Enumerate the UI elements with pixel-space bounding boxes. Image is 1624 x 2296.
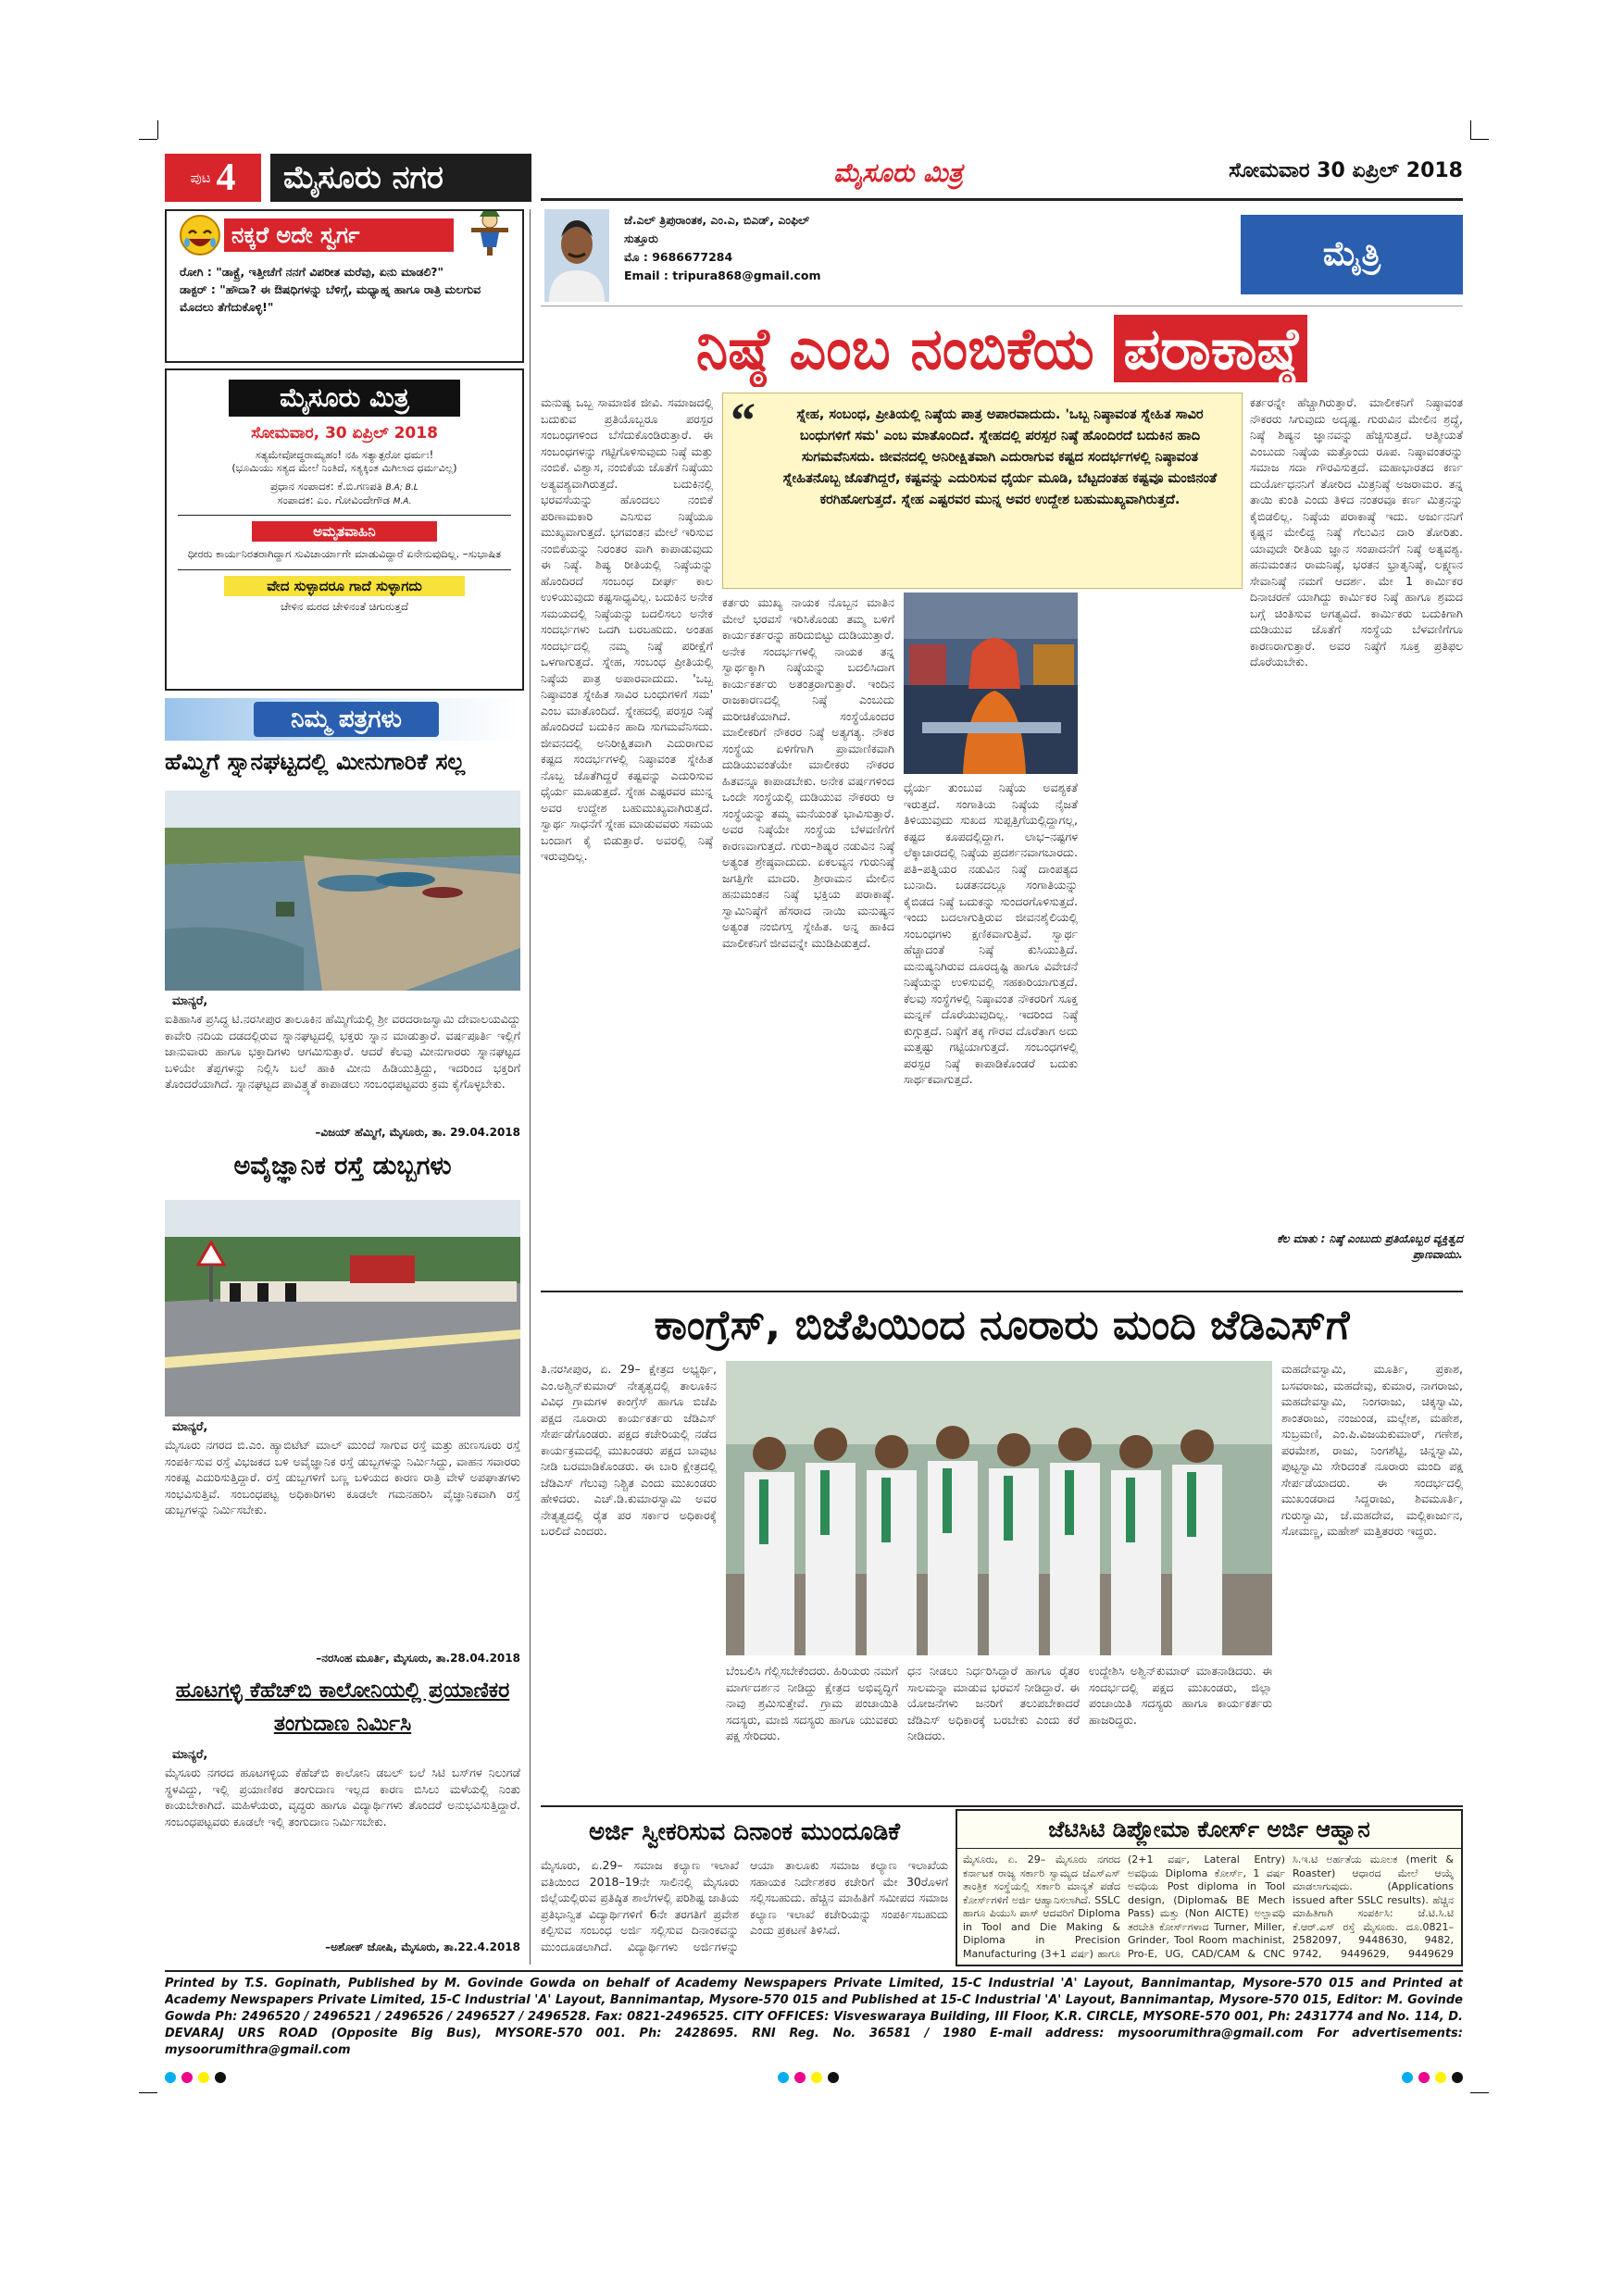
letter1-body: ಐತಿಹಾಸಿಕ ಪ್ರಸಿದ್ಧ ಟಿ.ನರಸೀಪುರ ತಾಲೂಕಿನ ಹೆಮ್ಮಿಗೆಯಲ್ಲಿ ಶ್ರೀ ವರದರಾಜಸ್ವಾಮಿ ದೇವಾಲಯವಿದ್ದು ಕಾವೇರಿ ನದಿಯ ದಡದಲ್ಲಿರುವ ಸ್ನಾನಘಟ್ಟದಲ್ಲಿ ಭಕ್ತರು ಸ್ನಾನ ಮಾಡುತ್ತಾರೆ. ವರ್ಷಪೂರ್ತಿ ಇಲ್ಲಿಗೆ ಜಾನುವಾರು ಹಾಗೂ ಭಕ್ತಾದಿಗಳು ಆಗಮಿಸುತ್ತಾರೆ. ಆದರೆ ಕೆಲವು ಮೀನುಗಾರರು ಸ್ನಾನಘಟ್ಟದ ಬಳಿಯೇ ತೆಪ್ಪಗಳನ್ನು ನಿಲ್ಲಿಸಿ ಬಲೆ ಹಾಕಿ ಮೀನು ಹಿಡಿಯುತ್ತಿದ್ದು, ಇದರಿಂದ ಭಕ್ತರಿಗೆ ತೊಂದರೆಯಾಗಿದೆ. ಸ್ನಾನಘಟ್ಟದ ಪಾವಿತ್ರ್ಯತೆ ಕಾಪಾಡಲು ಸಂಬಂಧಪಟ್ಟವರು ಕ್ರಮ ಕೈಗೊಳ್ಳಬೇಕು. (165, 1012, 520, 1091)
registration-dot-black (215, 2072, 226, 2083)
masthead-box (165, 368, 524, 691)
author-email[interactable]: Email : tripura868@gmail.com (624, 268, 821, 282)
column-text-4: ಕರ್ತರನ್ನೇ ಹೆಚ್ಚಾಗಿರುತ್ತಾರೆ. ಮಾಲೀಕನಿಗೆ ನಿಷ್ಠಾವಂತ ನೌಕರರು ಸಿಗುವುದು ಅದೃಷ್ಟ. ಗುರುವಿನ ಮೇಲಿನ ಶ್ರದ್ಧೆ, ನಿಷ್ಠೆ ಶಿಷ್ಯನ ಜ್ಞಾನವನ್ನು ಹೆಚ್ಚಿಸುತ್ತದೆ. ಆತ್ಮೀಯತೆ ಎಂಬುದು ನಿಷ್ಠೆಯ ಮತ್ತೊಂದು ರೂಪ. ನಿಷ್ಠಾವಂತರನ್ನು ಸಮಾಜ ಸದಾ ಗೌರವಿಸುತ್ತದೆ. ಮಹಾಭಾರತದ ಕರ್ಣ ದುರ್ಯೋಧನನಿಗೆ ತೋರಿದ ಮಿತ್ರನಿಷ್ಠೆ ಅಜರಾಮರ. ತನ್ನ ತಾಯಿ ಕುಂತಿ ಎಂದು ತಿಳಿದ ನಂತರವೂ ಕರ್ಣ ಮಿತ್ರನನ್ನು ಕೈಬಿಡಲಿಲ್ಲ. ನಿಷ್ಠೆಯ ಪರಾಕಾಷ್ಠೆ ಇದು. ಅರ್ಜುನನಿಗೆ ಕೃಷ್ಣನ ಮೇಲಿದ್ದ ನಿಷ್ಠೆ ಗೆಲುವಿನ ದಾರಿ ತೋರಿತು. ಯಾವುದೇ ರೀತಿಯ ಜ್ಞಾನ ಸಂಪಾದನೆಗೆ ನಿಷ್ಠೆ ಅತ್ಯವಶ್ಯ. ಹನುಮಂತನ ರಾಮನಿಷ್ಠೆ, ಭರತನ ಭ್ರಾತೃನಿಷ್ಠೆ, ಲಕ್ಷ್ಮಣನ ಸೇವಾನಿಷ್ಠೆ ನಮಗೆ ಆದರ್ಶ. ಮೇ 1 ಕಾರ್ಮಿಕರ ದಿನಾಚರಣೆ ಯಾಗಿದ್ದು ಕಾರ್ಮಿಕರ ನಿಷ್ಠೆ ಹಾಗೂ ಶ್ರಮದ ಬಗ್ಗೆ ಚಿಂತಿಸುವ ಅಗತ್ಯವಿದೆ. ಕಾರ್ಮಿಕರು ಬದುಕಿಗಾಗಿ ದುಡಿಯುವ ಜೊತೆಗೆ ಸಂಸ್ಥೆಯ ಬೆಳವಣಿಗೆಗೂ ಕಾರಣರಾಗುತ್ತಾರೆ. ಅವರ ನಿಷ್ಠೆಗೆ ಸೂಕ್ತ ಪ್ರತಿಫಲ ದೊರೆಯಬೇಕು. (1250, 395, 1463, 668)
registration-dot-yellow-center (811, 2072, 822, 2083)
masthead-motto-1: ಸತ್ಯಮೇವೋದ್ಧರಾಮ್ಯಹಂ! ನಹಿ ಸತ್ಯಾತ್ಪರೋ ಧರ್ಮಃ! (255, 448, 434, 461)
amrutha-title: ಅಮೃತವಾಹಿನಿ (252, 521, 437, 542)
letter2-body: ಮೈಸೂರು ನಗರದ ಬಿ.ಎಂ. ಹ್ಯಾಬಿಟೆಟ್ ಮಾಲ್ ಮುಂದೆ ಸಾಗುವ ರಸ್ತೆ ಮತ್ತು ಹುಣಸೂರು ರಸ್ತೆ ಸಂಪರ್ಕಿಸುವ ರಸ್ತೆ ವಿಭಜಕದ ಬಳಿ ಅವೈಜ್ಞಾನಿಕ ರಸ್ತೆ ಡುಬ್ಬಗಳನ್ನು ನಿರ್ಮಿಸಿದ್ದು, ವಾಹನ ಸವಾರರು ಸಂಕಷ್ಟ ಎದುರಿಸುತ್ತಿದ್ದಾರೆ. ರಸ್ತೆ ಡುಬ್ಬಗಳಿಗೆ ಬಣ್ಣ ಬಳಿಯದ ಕಾರಣ ರಾತ್ರಿ ವೇಳೆ ಅಪಘಾತಗಳು ಸಂಭವಿಸುತ್ತಿವೆ. ಸಂಬಂಧಪಟ್ಟ ಅಧಿಕಾರಿಗಳು ಕೂಡಲೇ ಗಮನಹರಿಸಿ ವೈಜ್ಞಾನಿಕವಾಗಿ ರಸ್ತೆ ಡುಬ್ಬಗಳನ್ನು ನಿರ್ಮಿಸಬೇಕು. (165, 1438, 520, 1516)
registration-dot-black-center (828, 2072, 839, 2083)
congress-text-4: ಉದ್ದೇಶಿಸಿ ಅಶ್ವಿನ್‌ಕುಮಾರ್ ಮಾತನಾಡಿದರು. ಈ ಸಂದರ್ಭದಲ್ಲಿ ಪಕ್ಷದ ಮುಖಂಡರು, ಜಿಲ್ಲಾ ಪಂಚಾಯಿತಿ ಸದಸ್ಯರು ಹಾಗೂ ಕಾರ್ಯಕರ್ತರು ಹಾಜರಿದ್ದರು. (1089, 1664, 1272, 1727)
masthead-logo: ಮೈಸೂರು ಮಿತ್ರ (833, 157, 963, 188)
masthead-box-date: ಸೋಮವಾರ, 30 ಏಪ್ರಿಲ್ 2018 (251, 424, 438, 443)
jtc-ad (956, 1809, 1463, 1966)
headline-part-2: ಪರಾಕಾಷ್ಠೆ (1114, 315, 1307, 382)
humor-line-1: ರೋಗಿ : "ಡಾಕ್ಟ್ರೆ, ಇತ್ತೀಚೆಗೆ ನನಗೆ ವಿಪರೀತ ಮರೆವು, ಏನು ಮಾಡಲಿ?" (180, 265, 444, 279)
letter1-salutation: ಮಾನ್ಯರೆ, (172, 994, 208, 1008)
congress-text-1-cont (541, 1663, 717, 1796)
headline-part-1: ನಿಷ್ಠೆ ಎಂಬ ನಂಬಿಕೆಯ (695, 315, 1094, 382)
congress-text-1: ತಿ.ನರಸೀಪುರ, ಏ. 29– ಕ್ಷೇತ್ರದ ಅಭ್ಯರ್ಥಿ, ಎಂ.ಅಶ್ವಿನ್‌ಕುಮಾರ್ ನೇತೃತ್ವದಲ್ಲಿ ತಾಲೂಕಿನ ವಿವಿಧ ಗ್ರಾಮಗಳ ಕಾಂಗ್ರೆಸ್ ಹಾಗೂ ಬಿಜೆಪಿ ಪಕ್ಷದ ನೂರಾರು ಕಾರ್ಯಕರ್ತರು ಜೆಡಿಎಸ್ ಸೇರ್ಪಡೆಗೊಂಡರು. ಪಕ್ಷದ ಕಚೇರಿಯಲ್ಲಿ ನಡೆದ ಕಾರ್ಯಕ್ರಮದಲ್ಲಿ ಮುಖಂಡರು ಪಕ್ಷದ ಬಾವುಟ ನೀಡಿ ಬರಮಾಡಿಕೊಂಡರು. ಈ ಬಾರಿ ಕ್ಷೇತ್ರದಲ್ಲಿ ಜೆಡಿಎಸ್ ಗೆಲುವು ನಿಶ್ಚಿತ ಎಂದು ಮುಖಂಡರು ಹೇಳಿದರು. ಎಚ್.ಡಿ.ಕುಮಾರಸ್ವಾಮಿ ಅವರ ನೇತೃತ್ವದಲ್ಲಿ ರೈತ ಪರ ಸರ್ಕಾರ ಅಧಿಕಾರಕ್ಕೆ ಬರಲಿದೆ ಎಂದರು. (541, 1362, 717, 1538)
header-date: ಸೋಮವಾರ 30 ಏಪ್ರಿಲ್ 2018 (1229, 159, 1463, 182)
amrutha-text: ಧೀರರು ಕಾರ್ಯನಿರತರಾಗಿದ್ದಾಗ ಸುವಿಚಾರ್ಯಾಗೇ ಮಾಡುವಿದ್ದಾರೆ ಏನೇನುವುದಿಲ್ಲ. –ಸುಭಾಷಿತ (187, 547, 502, 560)
registration-dot-magenta (181, 2072, 193, 2083)
crop-mark-top-left (139, 139, 157, 140)
page-label: ಪುಟ (190, 169, 211, 186)
humor-header (167, 211, 522, 259)
amrutha-box (178, 515, 511, 562)
proverb-title: ವೇದ ಸುಳ್ಳಾದರೂ ಗಾದೆ ಸುಳ್ಳಾಗದು (224, 576, 465, 596)
chief-editor-degree: B.A; B.L (385, 483, 418, 493)
jtc-ad-col-2: (2+1 ವರ್ಷ, Lateral Entry) ಅವಧಿಯ Diploma ಕೋರ್ಸ್, 1 ವರ್ಷ ಅವಧಿಯ Post diploma in Tool design, (Diploma& BE Mech Pass) ಮತ್ತು (Non AICTE) ಅಲ್ಪಾವಧಿ ತರಬೇತಿ ಕೋರ್ಸ್‌ಗಳಾದ Turner, Miller, Grinder, Tool Room machinist, Pro-E, UG, CAD/CAM & CNC (1128, 1853, 1285, 1960)
column-text-3-top (1085, 594, 1241, 1283)
registration-dot-magenta-right (1418, 2072, 1430, 2083)
registration-dot-cyan (165, 2072, 176, 2083)
letter3-title: ಹೂಟಗಳ್ಳಿ ಕೆಹೆಚ್‌ಬಿ ಕಾಲೋನಿಯಲ್ಲಿ ಪ್ರಯಾಣಿಕರ ತಂಗುದಾಣ ನಿರ್ಮಿಸಿ (175, 1678, 510, 1736)
masthead-box-logo: ಮೈಸೂರು ಮಿತ್ರ (229, 380, 460, 417)
crop-mark-top-right-v (1470, 120, 1471, 139)
left-column-divider (530, 209, 531, 1965)
letters-banner-title: ನಿಮ್ಮ ಪತ್ರಗಳು (254, 702, 439, 737)
congress-headline: ಕಾಂಗ್ರೆಸ್, ಬಿಜೆಪಿಯಿಂದ ನೂರಾರು ಮಂದಿ ಜೆಡಿಎಸ್‌ಗೆ (654, 1302, 1350, 1349)
letters-banner (165, 698, 520, 741)
column-author-box (541, 206, 1463, 306)
textile-worker-photo (904, 593, 1078, 774)
crop-mark-top-left-v (157, 120, 158, 139)
registration-dot-cyan-center (778, 2072, 789, 2083)
registration-dot-yellow-right (1435, 2072, 1446, 2083)
jds-joining-photo (726, 1361, 1272, 1655)
humor-line-2: ಡಾಕ್ಟರ್ : "ಹೌದಾ? ಈ ಔಷಧಿಗಳನ್ನು ಬೆಳಿಗ್ಗೆ, ಮಧ್ಯಾಹ್ನ ಹಾಗೂ ರಾತ್ರಿ ಮಲಗುವ ಮೊದಲು ತೆಗೆದುಕೊಳ್ಳಿ!" (180, 282, 481, 314)
jtc-ad-col-1: ಮೈಸೂರು, ಏ. 29– ಮೈಸೂರು ನಗರದ ಕರ್ನಾಟಕ ರಾಜ್ಯ ಸರ್ಕಾರಿ ಸ್ವಾಮ್ಯದ ಜೆಎಸ್‌ಎಸ್ ತಾಂತ್ರಿಕ ಸಂಸ್ಥೆಯಲ್ಲಿ ಸರ್ಕಾರಿ ಮಾನ್ಯತೆ ಪಡೆದ ಕೋರ್ಸ್‌ಗಳಿಗೆ ಅರ್ಜಿ ಆಹ್ವಾನಿಸಲಾಗಿದೆ. SSLC ಹಾಗೂ ಪಿಯುಸಿ ಪಾಸ್ ಆದವರಿಗೆ Diploma in Tool and Die Making & Diploma in Precision Manufacturing (3+1 ವರ್ಷ) ಹಾಗೂ (963, 1853, 1120, 1960)
letter2-salutation: ಮಾನ್ಯರೆ, (172, 1420, 208, 1434)
letter3-salutation: ಮಾನ್ಯರೆ, (172, 1748, 208, 1762)
scarecrow-icon (467, 211, 513, 257)
letter3-signature: –ಅಶೋಕ್ ಜೋಷಿ, ಮೈಸೂರು, ತಾ.22.4.2018 (325, 1940, 520, 1953)
congress-side: ಮಹದೇವಸ್ವಾಮಿ, ಮೂರ್ತಿ, ಪ್ರಕಾಶ, ಬಸವರಾಜು, ಮಹದೇವು, ಕುಮಾರ, ನಾಗರಾಜು, ಮಹದೇವಸ್ವಾಮಿ, ನಿಂಗರಾಜು, ಚಿಕ್ಕಸ್ವಾಮಿ, ಶಾಂತರಾಜು, ನಂಜುಂಡ, ಮಲ್ಲೇಶ, ಮಹೇಶ, ಸುಬ್ರಮಣಿ, ಎಂ.ಪಿ.ವಿಜಯಕುಮಾರ್, ಗಣೇಶ, ಪರಮೇಶ, ರಾಜು, ನಿಂಗಶೆಟ್ಟಿ, ಚಿನ್ನಸ್ವಾಮಿ, ಪುಟ್ಟಸ್ವಾಮಿ ಸೇರಿದಂತೆ ನೂರಾರು ಮಂದಿ ಪಕ್ಷ ಸೇರ್ಪಡೆಯಾದರು. ಈ ಸಂದರ್ಭದಲ್ಲಿ ಮುಖಂಡರಾದ ಸಿದ್ದರಾಜು, ಶಿವಮೂರ್ತಿ, ಗುರುಸ್ವಾಮಿ, ಜೆ.ಮಹದೇವ, ಮಲ್ಲಿಕಾರ್ಜುನ, ಸೋಮಣ್ಣ, ಮಹೇಶ್ ಮತ್ತಿತರರು ಇದ್ದರು. (1281, 1362, 1463, 1538)
column-headline (541, 311, 1463, 387)
imprint-text: Printed by T.S. Gopinath, Published by M. Govinde Gowda on behalf of Academy Newspapers Private Limited, 15-C Industrial 'A' Layout, Bannimantap, Mysore-570 015 and Printed at Academy Newspapers Private Limited, 15-C Industrial 'A' Layout, Bannimantap, Mysore-570 015 and Published at 15-C Industrial 'A' Layout, Bannimantap, Mysore-570 015, Editor: M. Govinde Gowda Ph: 2496520 / 2496521 / 2496526 / 2496527 / 2496528. Fax: 0821-2496525. CITY OFFICES: Visveswaraya Building, III Floor, K.R. CIRCLE, MYSORE-570 001, Ph: 2431774 and No. 114, D. DEVARAJ URS ROAD (Opposite Big Bus), MYSORE-570 001. Ph: 2428695. RNI Reg. No. 36581 / 1980 E-mail address: mysoorumithra@gmail.com For advertisements: mysoorumithra@gmail.com (165, 1977, 1463, 2057)
header-rule (541, 198, 1463, 201)
humor-box (165, 209, 524, 363)
letter3-body: ಮೈಸೂರು ನಗರದ ಹೂಟಗಳ್ಳಿಯ ಕೆಹೆಚ್‌ಬಿ ಕಾಲೋನಿ ಡಬಲ್ ಬಲೆ ಸಿಟಿ ಬಸ್‌ಗಳ ನಿಲುಗಡೆ ಸ್ಥಳವಿದ್ದು, ಇಲ್ಲಿ ಪ್ರಯಾಣಿಕರ ತಂಗುದಾಣ ಇಲ್ಲದ ಕಾರಣ ಬಿಸಿಲು ಮಳೆಯಲ್ಲಿ ನಿಂತು ಕಾಯಬೇಕಾಗಿದೆ. ಮಹಿಳೆಯರು, ವೃದ್ಧರು ಹಾಗೂ ವಿದ್ಯಾರ್ಥಿಗಳು ತೊಂದರೆ ಅನುಭವಿಸುತ್ತಿದ್ದಾರೆ. ಸಂಬಂಧಪಟ್ಟವರು ಕೂಡಲೇ ಇಲ್ಲಿ ತಂಗುದಾಣ ನಿರ್ಮಿಸಬೇಕು. (165, 1766, 520, 1828)
crop-mark-top-right (1470, 139, 1489, 140)
editor: ಸಂಪಾದಕ: ಎಂ. ಗೋವಿಂದೇಗೌಡ (277, 493, 390, 506)
author-mobile: ಮೊ : 9686677284 (624, 250, 733, 264)
laughing-face-icon (178, 213, 222, 257)
quote-mark-icon: “ (731, 393, 756, 448)
column-brand: ಮೈತ್ರಿ (1241, 215, 1463, 294)
scholarship-body: ಮೈಸೂರು, ಏ.29– ಸಮಾಜ ಕಲ್ಯಾಣ ಇಲಾಖೆ ವತಿಯಿಂದ 2018–19ನೇ ಸಾಲಿನಲ್ಲಿ ಮೈಸೂರು ಜಿಲ್ಲೆಯಲ್ಲಿರುವ ಪ್ರತಿಷ್ಠಿತ ಶಾಲೆಗಳಲ್ಲಿ ಪರಿಶಿಷ್ಟ ಜಾತಿಯ ಪ್ರತಿಭಾನ್ವಿತ ವಿದ್ಯಾರ್ಥಿಗಳಿಗೆ 6ನೇ ತರಗತಿಗೆ ಪ್ರವೇಶ ಕಲ್ಪಿಸುವ ಸಂಬಂಧ ಅರ್ಜಿ ಸಲ್ಲಿಸುವ ದಿನಾಂಕವನ್ನು ಮುಂದೂಡಲಾಗಿದೆ. ವಿದ್ಯಾರ್ಥಿಗಳು ಅರ್ಜಿಗಳನ್ನು ಆಯಾ ತಾಲೂಕು ಸಮಾಜ ಕಲ್ಯಾಣ ಇಲಾಖೆಯ ಸಹಾಯಕ ನಿರ್ದೇಶಕರ ಕಚೇರಿಗೆ ಮೇ 30ರೊಳಗೆ ಸಲ್ಲಿಸಬಹುದು. ಹೆಚ್ಚಿನ ಮಾಹಿತಿಗೆ ಸಮೀಪದ ಸಮಾಜ ಕಲ್ಯಾಣ ಇಲಾಖೆ ಕಚೇರಿಯನ್ನು ಸಂಪರ್ಕಿಸಬಹುದು ಎಂದು ಪ್ರಕಟಣೆ ತಿಳಿಸಿದೆ. (541, 1858, 948, 1953)
jtc-ad-col-3: ಸಿ.ಇ.ಟಿ ಅರ್ಹತೆಯ ಮೂಲಕ (merit & Roaster) ಆಧಾರದ ಮೇಲೆ ಆಯ್ಕೆ ಮಾಡಲಾಗುವುದು. (Applications issued after SSLC results). ಹೆಚ್ಚಿನ ಮಾಹಿತಿಗಾಗಿ ಸಂಪರ್ಕಿಸಿ: ಜೆ.ಟಿ.ಸಿ.ಟಿ ಕೆ.ಆರ್.ಎಸ್ ರಸ್ತೆ ಮೈಸೂರು. ದೂ.0821–2582097, 9448630, 9482, 9742, 9449629, 9449629 (1293, 1853, 1454, 1960)
author-name: ಜೆ.ಎಲ್ ತ್ರಿಪುರಾಂತಕ, ಎಂ.ಎ, ಬಿಎಡ್, ಎಂಫಿಲ್ (624, 213, 810, 227)
congress-bottom-rule (541, 1805, 1463, 1807)
jtc-ad-title: ಜೆಟಿಸಿಟಿ ಡಿಪ್ಲೋಮಾ ಕೋರ್ಸ್ ಅರ್ಜಿ ಆಹ್ವಾನ (957, 1811, 1461, 1849)
registration-dot-magenta-center (794, 2072, 806, 2083)
pullquote-text: ಸ್ನೇಹ, ಸಂಬಂಧ, ಪ್ರೀತಿಯಲ್ಲಿ ನಿಷ್ಠೆಯ ಪಾತ್ರ ಅಪಾರವಾದುದು. 'ಒಬ್ಬ ನಿಷ್ಠಾವಂತ ಸ್ನೇಹಿತ ಸಾವಿರ ಬಂಧುಗಳಿಗೆ ಸಮ' ಎಂಬ ಮಾತೊಂದಿದೆ. ಸ್ನೇಹದಲ್ಲಿ ಪರಸ್ಪರ ನಿಷ್ಠೆ ಹೊಂದಿರದೆ ಬದುಕಿನ ಹಾದಿ ಸುಗಮವೆನಿಸದು. ಜೀವನದಲ್ಲಿ ಅನಿರೀಕ್ಷಿತವಾಗಿ ಎದುರಾಗುವ ಕಷ್ಟದ ಸಂದರ್ಭಗಳಲ್ಲಿ ನಿಷ್ಠಾವಂತ ಸ್ನೇಹಿತನೊಬ್ಬ ಜೊತೆಗಿದ್ದರೆ, ಕಷ್ಟವನ್ನು ಎದುರಿಸುವ ಧೈರ್ಯ ಮೂಡಿ, ಬೆಟ್ಟದಂತಹ ಕಷ್ಟವೂ ಮಂಜಿನಂತೆ ಕರಗಿಹೋಗುತ್ತದೆ. ಸ್ನೇಹ ಎಷ್ಟರವರ ಮುನ್ನ ಅವರ ಉದ್ದೇಶ ಬಹುಮುಖ್ಯವಾಗಿರುತ್ತದೆ. (782, 407, 1218, 507)
section-title: ಮೈಸೂರು ನಗರ (270, 154, 531, 202)
author-photo (544, 209, 609, 302)
column-text-3: ಧೈರ್ಯ ತುಂಬುವ ನಿಷ್ಠೆಯ ಅವಶ್ಯಕತೆ ಇರುತ್ತದೆ. ಸಂಗಾತಿಯ ನಿಷ್ಠೆಯ ನೈಜತೆ ತಿಳಿಯುವುದು ಸುಖದ ಸುಪ್ಪತ್ತಿಗೆಯಲ್ಲಿದ್ದಾಗಲ್ಲ, ಕಷ್ಟದ ಕೂಪದಲ್ಲಿದ್ದಾಗ. ಲಾಭ–ನಷ್ಟಗಳ ಲೆಕ್ಕಾಚಾರದಲ್ಲಿ ನಿಷ್ಠೆಯ ಪ್ರದರ್ಶನವಾಗಬಾರದು. ಪತಿ–ಪತ್ನಿಯರ ನಡುವಿನ ನಿಷ್ಠೆ ದಾಂಪತ್ಯದ ಬುನಾದಿ. ಬಡತನದಲ್ಲೂ ಸಂಗಾತಿಯನ್ನು ಕೈಬಿಡದ ನಿಷ್ಠೆ ಬದುಕನ್ನು ಸುಂದರಗೊಳಿಸುತ್ತದೆ. ಇಂದು ಬದಲಾಗುತ್ತಿರುವ ಜೀವನಶೈಲಿಯಲ್ಲಿ ಸಂಬಂಧಗಳು ಕ್ಷಣಿಕವಾಗುತ್ತಿವೆ. ಸ್ವಾರ್ಥ ಹೆಚ್ಚಾದಂತೆ ನಿಷ್ಠೆ ಕುಸಿಯುತ್ತಿದೆ. ಮನುಷ್ಯನಿಗಿರುವ ದೂರದೃಷ್ಟಿ ಹಾಗೂ ವಿವೇಚನೆ ನಿಷ್ಠೆಯನ್ನು ಉಳಿಸುವಲ್ಲಿ ಸಹಕಾರಿಯಾಗುತ್ತದೆ. ಕೆಲವು ಸಂಸ್ಥೆಗಳಲ್ಲಿ ನಿಷ್ಠಾವಂತ ನೌಕರರಿಗೆ ಸೂಕ್ತ ಮನ್ನಣೆ ದೊರೆಯುವುದಿಲ್ಲ. ಇದರಿಂದ ನಿಷ್ಠೆ ಕುಗ್ಗುತ್ತದೆ. ನಿಷ್ಠೆಗೆ ತಕ್ಕ ಗೌರವ ದೊರೆತಾಗ ಅದು ಮತ್ತಷ್ಟು ಗಟ್ಟಿಯಾಗುತ್ತದೆ. ಸಂಬಂಧಗಳಲ್ಲಿ ಪರಸ್ಪರ ನಿಷ್ಠೆ ಕಾಪಾಡಿಕೊಂಡರೆ ಬದುಕು ಸಾರ್ಥಕವಾಗುತ್ತದೆ. (904, 780, 1078, 1086)
column-bottom-rule (541, 1291, 1463, 1292)
pullquote-box (722, 393, 1243, 589)
page-number-badge (165, 154, 261, 202)
registration-dot-cyan-right (1402, 2072, 1413, 2083)
page-number: 4 (216, 156, 236, 199)
column-footnote: ಕೆಲ ಮಾತು : ನಿಷ್ಠೆ ಎಂಬುದು ಪ್ರತಿಯೊಬ್ಬರ ವ್ಯಕ್ತಿತ್ವದ ಪ್ರಾಣವಾಯು. (1277, 1232, 1463, 1261)
scholarship-title: ಅರ್ಜಿ ಸ್ವೀಕರಿಸುವ ದಿನಾಂಕ ಮುಂದೂಡಿಕೆ (588, 1818, 901, 1846)
column-text-2: ಕರ್ತರು ಮುಖ್ಯ ನಾಯಕ ನೊಬ್ಬನ ಮಾತಿನ ಮೇಲೆ ಭರವಸೆ ಇರಿಸಿಕೊಂಡು ತಮ್ಮ ಬಳಿಗೆ ಕಾರ್ಯಕರ್ತರನ್ನು ಹರಿದುಬಿಟ್ಟು ದುಡಿಯುತ್ತಾರೆ. ಅನೇಕ ಸಂದರ್ಭಗಳಲ್ಲಿ ನಾಯಕ ತನ್ನ ಸ್ವಾರ್ಥಕ್ಕಾಗಿ ನಿಷ್ಠೆಯನ್ನು ಬದಲಿಸಿದಾಗ ಕಾರ್ಯಕರ್ತರು ಅತಂತ್ರರಾಗುತ್ತಾರೆ. ಇಂದಿನ ರಾಜಕಾರಣದಲ್ಲಿ ನಿಷ್ಠೆ ಎಂಬುದು ಮರೀಚಿಕೆಯಾಗಿದೆ. ಸಂಸ್ಥೆಯೊಂದರ ಮಾಲೀಕರಿಗೆ ನೌಕರರ ನಿಷ್ಠೆ ಅತ್ಯಗತ್ಯ. ನೌಕರ ಸಂಸ್ಥೆಯ ಏಳಿಗೆಗಾಗಿ ಪ್ರಾಮಾಣಿಕವಾಗಿ ದುಡಿಯುವಂತೆಯೇ ಮಾಲೀಕರು ನೌಕರರ ಹಿತವನ್ನೂ ಕಾಪಾಡಬೇಕು. ಅನೇಕ ವರ್ಷಗಳಿಂದ ಒಂದೇ ಸಂಸ್ಥೆಯಲ್ಲಿ ದುಡಿಯುವ ನೌಕರರು ಆ ಸಂಸ್ಥೆಯನ್ನು ತಮ್ಮ ಮನೆಯಂತೆ ಭಾವಿಸುತ್ತಾರೆ. ಅವರ ನಿಷ್ಠೆಯೇ ಸಂಸ್ಥೆಯ ಬೆಳವಣಿಗೆಗೆ ಕಾರಣವಾಗುತ್ತದೆ. ಗುರು–ಶಿಷ್ಯರ ನಡುವಿನ ನಿಷ್ಠೆ ಅತ್ಯಂತ ಶ್ರೇಷ್ಠವಾದುದು. ಏಕಲವ್ಯನ ಗುರುನಿಷ್ಠೆ ಜಗತ್ತಿಗೇ ಮಾದರಿ. ಶ್ರೀರಾಮನ ಮೇಲಿನ ಹನುಮಂತನ ನಿಷ್ಠೆ ಭಕ್ತಿಯ ಪರಾಕಾಷ್ಠೆ. ಸ್ವಾಮಿನಿಷ್ಠೆಗೆ ಹೆಸರಾದ ನಾಯಿ ಮನುಷ್ಯನ ಅತ್ಯಂತ ನಂಬಿಗಸ್ತ ಸ್ನೇಹಿತ. ಅನ್ನ ಹಾಕಿದ ಮಾಲೀಕನಿಗೆ ಜೀವವನ್ನೇ ಮುಡಿಪಿಡುತ್ತದೆ. (722, 595, 894, 950)
author-place: ಸುತ್ತೂರು (624, 231, 658, 245)
river-ghat-photo (165, 791, 520, 991)
humor-title: ನಕ್ಕರೆ ಅದೇ ಸ್ವರ್ಗ (224, 218, 454, 252)
letter1-title: ಹೆಮ್ಮಿಗೆ ಸ್ನಾನಘಟ್ಟದಲ್ಲಿ ಮೀನುಗಾರಿಕೆ ಸಲ್ಲ (165, 748, 466, 775)
congress-text-3: ಧನ ನೀಡಲು ನಿರ್ಧರಿಸಿದ್ದಾರೆ ಹಾಗೂ ರೈತರ ಸಾಲಮನ್ನಾ ಮಾಡುವ ಭರವಸೆ ನೀಡಿದ್ದಾರೆ. ಈ ಯೋಜನೆಗಳು ಜನರಿಗೆ ತಲುಪಬೇಕಾದರೆ ಜೆಡಿಎಸ್ ಅಧಿಕಾರಕ್ಕೆ ಬರಬೇಕು ಎಂದು ಕರೆ ನೀಡಿದರು. (907, 1664, 1080, 1742)
road-hump-photo (165, 1200, 520, 1416)
registration-dot-black-right (1452, 2072, 1463, 2083)
congress-text-2: ಬೆಂಬಲಿಸಿ ಗೆಲ್ಲಿಸಬೇಕೆಂದರು. ಹಿರಿಯರು ನಮಗೆ ಮಾರ್ಗದರ್ಶನ ನೀಡಿದ್ದು ಕ್ಷೇತ್ರದ ಅಭಿವೃದ್ಧಿಗೆ ನಾವು ಶ್ರಮಿಸುತ್ತೇವೆ. ಗ್ರಾಮ ಪಂಚಾಯಿತಿ ಸದಸ್ಯರು, ಮಾಜಿ ಸದಸ್ಯರು ಹಾಗೂ ಯುವಕರು ಪಕ್ಷ ಸೇರಿದರು. (726, 1664, 898, 1742)
proverb-sub: ಚೇಳಿನ ಮರದ ಚೇಳಿನಂತೆ ಚಿಗುರುತ್ತದೆ (281, 600, 408, 613)
proverb-box (178, 569, 511, 614)
letter1-signature: –ವಿಜಯ್ ಹೆಮ್ಮಿಗೆ, ಮೈಸೂರು, ತಾ. 29.04.2018 (315, 1126, 520, 1139)
masthead-motto-2: (ಭೂಮಿಯು ಸತ್ಯದ ಮೇಲೆ ನಿಂತಿದೆ, ಸತ್ಯಕ್ಕಿಂತ ಮಿಗಿಲಾದ ಧರ್ಮವಿಲ್ಲ) (231, 462, 457, 474)
registration-dot-yellow (198, 2072, 209, 2083)
letter2-signature: –ನರಸಿಂಹ ಮೂರ್ತಿ, ಮೈಸೂರು, ತಾ.28.04.2018 (316, 1652, 520, 1665)
crop-mark-bottom-left (139, 2092, 157, 2093)
column-text-1: ಮನುಷ್ಯ ಒಬ್ಬ ಸಾಮಾಜಿಕ ಜೀವಿ. ಸಮಾಜದಲ್ಲಿ ಬದುಕುವ ಪ್ರತಿಯೊಬ್ಬರೂ ಪರಸ್ಪರ ಸಂಬಂಧಗಳಿಂದ ಬೆಸೆದುಕೊಂಡಿರುತ್ತಾರೆ. ಈ ಸಂಬಂಧಗಳನ್ನು ಗಟ್ಟಿಗೊಳಿಸುವುದು ನಿಷ್ಠೆ ಮತ್ತು ನಂಬಿಕೆ. ವಿಶ್ವಾಸ, ನಂಬಿಕೆಯ ಜೊತೆಗೆ ನಿಷ್ಠೆಯು ಅತ್ಯವಶ್ಯವಾಗಿರುತ್ತದೆ. ಬದುಕಿನಲ್ಲಿ ಭರವಸೆಯನ್ನು ಹೊಂದಲು ನಂಬಿಕೆ ಪರಿಣಾಮಕಾರಿ ಎನಿಸುವ ನಿಷ್ಠೆಯೂ ಮುಖ್ಯವಾಗುತ್ತದೆ. ಭಗವಂತನ ಮೇಲೆ ಇರಿಸುವ ನಂಬಿಕೆಯನ್ನು ನಿರಂತರ ವಾಗಿ ಕಾಪಾಡುವುದು ಈ ನಿಷ್ಠೆ. ಶಿಷ್ಯ ರೀತಿಯಲ್ಲಿ ನಿಷ್ಠೆಯನ್ನು ಹೊಂದಿರದೆ ಸಂಬಂಧ ದೀರ್ಘ ಕಾಲ ಉಳಿಯುವುದು ಕಷ್ಟಸಾಧ್ಯವಿಲ್ಲ. ಬದುಕಿನ ಅನೇಕ ಸಮಯದಲ್ಲಿ ನಿಷ್ಠೆಯನ್ನು ಬದಲಿಸಲು ಅನೇಕ ಸಂದರ್ಭಗಳು ಒದಗಿ ಬರಬಹುದು. ಅಂತಹ ಸಂದರ್ಭದಲ್ಲಿ ನಮ್ಮ ನಿಷ್ಠೆ ಪರೀಕ್ಷೆಗೆ ಒಳಗಾಗುತ್ತದೆ. ಸ್ನೇಹ, ಸಂಬಂಧ ಪ್ರೀತಿಯಲ್ಲಿ ನಿಷ್ಠೆಯ ಪಾತ್ರ ಅಪಾರವಾದುದು. 'ಒಬ್ಬ ನಿಷ್ಠಾವಂತ ಸ್ನೇಹಿತ ಸಾವಿರ ಬಂಧುಗಳಿಗೆ ಸಮ' ಎಂಬ ಮಾತೊಂದಿದೆ. ಸ್ನೇಹದಲ್ಲಿ ಪರಸ್ಪರ ನಿಷ್ಠೆ ಹೊಂದಿರದೆ ಬದುಕಿನ ಹಾದಿ ಸುಗಮವೆನಿಸದು. ಜೀವನದಲ್ಲಿ ಅನಿರೀಕ್ಷಿತವಾಗಿ ಎದುರಾಗುವ ಕಷ್ಟದ ಸಂದರ್ಭಗಳಲ್ಲಿ ನಿಷ್ಠಾವಂತ ಸ್ನೇಹಿತ ನೊಬ್ಬ ಜೊತೆಗಿದ್ದರೆ ಕಷ್ಟವನ್ನು ಎದುರಿಸುವ ಧೈರ್ಯ ಮೂಡುತ್ತದೆ. ಸ್ನೇಹ ಎಷ್ಟರವರ ಮುನ್ನ ಅವರ ಉದ್ದೇಶ ಬಹುಮುಖ್ಯವಾಗಿರುತ್ತದೆ. ಸ್ವಾರ್ಥ ಸಾಧನೆಗೆ ಸ್ನೇಹ ಮಾಡುವವರು ಸಮಯ ಬಂದಾಗ ಕೈ ಬಿಡುತ್ತಾರೆ. ಅವರಲ್ಲಿ ನಿಷ್ಠೆ ಇರುವುದಿಲ್ಲ. (541, 395, 713, 863)
chief-editor: ಪ್ರಧಾನ ಸಂಪಾದಕ: ಕೆ.ಬಿ.ಗಣಪತಿ (270, 480, 382, 493)
imprint-rule (165, 1970, 1463, 1972)
letter2-title: ಅವೈಜ್ಞಾನಿಕ ರಸ್ತೆ ಡುಬ್ಬಗಳು (233, 1152, 452, 1180)
crop-mark-bottom-right (1470, 2092, 1489, 2093)
editor-degree: M.A. (393, 497, 412, 506)
